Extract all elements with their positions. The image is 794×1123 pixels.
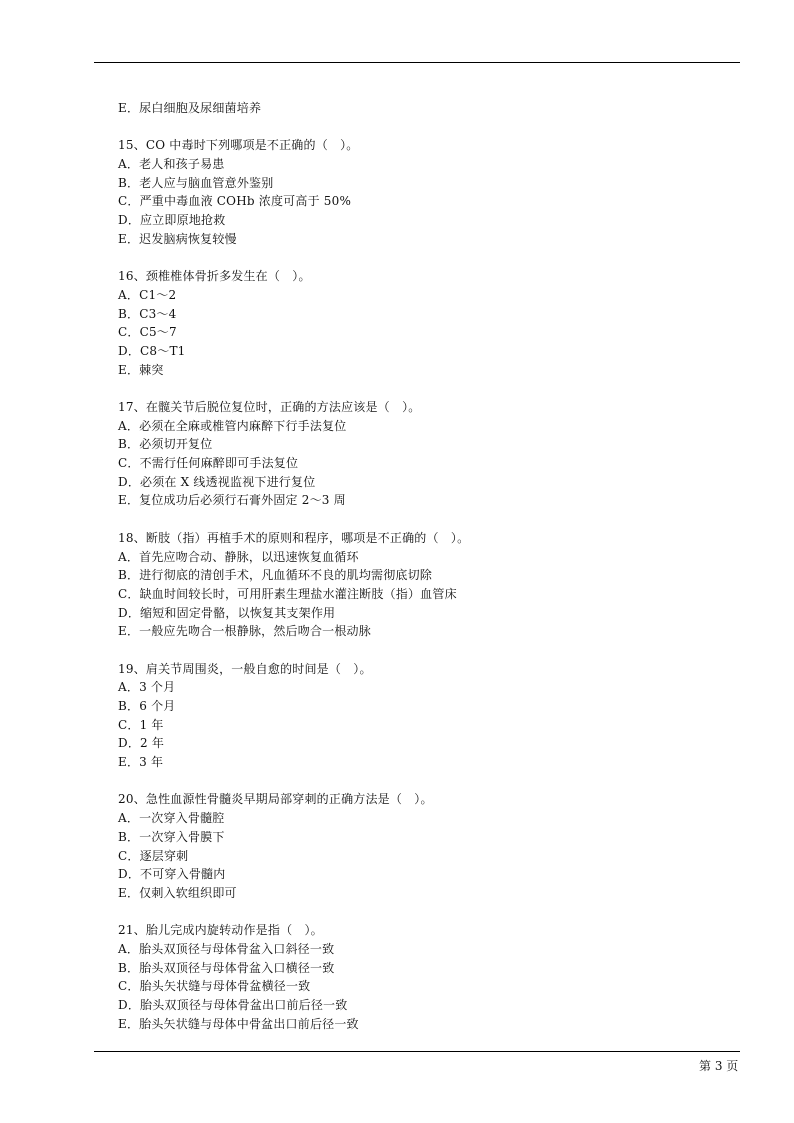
option-line: E．一般应先吻合一根静脉，然后吻合一根动脉	[118, 624, 371, 639]
option-line: A．3 个月	[118, 680, 176, 695]
option-line: D．应立即原地抢救	[118, 213, 226, 228]
option-line: A．必须在全麻或椎管内麻醉下行手法复位	[118, 418, 347, 433]
option-line: C．严重中毒血液 COHb 浓度可高于 50%	[118, 194, 352, 209]
question-block	[118, 136, 718, 248]
option-line: E．尿白细胞及尿细菌培养	[118, 101, 262, 115]
question-stem: 18、断肢（指）再植手术的原则和程序，哪项是不正确的（ ）。	[118, 530, 470, 545]
option-line: E．棘突	[118, 362, 164, 377]
option-line: B．必须切开复位	[118, 437, 213, 452]
question-stem: 21、胎儿完成内旋转动作是指（ ）。	[118, 923, 323, 938]
option-line: A．老人和孩子易患	[118, 157, 225, 172]
question-stem: 17、在髋关节后脱位复位时，正确的方法应该是（ ）。	[118, 400, 421, 414]
page-number: 第 3 页	[699, 1059, 739, 1073]
option-line: A．C1～2	[118, 287, 177, 302]
option-line: B．C3～4	[118, 306, 177, 321]
option-line: A．胎头双顶径与母体骨盆入口斜径一致	[118, 941, 335, 956]
option-line: D．缩短和固定骨骼，以恢复其支架作用	[118, 605, 336, 620]
option-line: C．C5～7	[118, 325, 177, 340]
option-line: D．胎头双顶径与母体骨盆出口前后径一致	[118, 998, 348, 1012]
spacer	[118, 379, 718, 398]
option-line: B．胎头双顶径与母体骨盆入口横径一致	[118, 960, 335, 975]
option-line: A．一次穿入骨髓腔	[118, 811, 225, 826]
option-line: D．C8～T1	[118, 343, 186, 358]
option-line: D．必须在 X 线透视监视下进行复位	[118, 474, 316, 489]
question-block	[118, 267, 718, 379]
question-stem: 20、急性血源性骨髓炎早期局部穿刺的正确方法是（ ）。	[118, 792, 433, 807]
footer-rule	[94, 1051, 740, 1052]
question-stem: 15、CO 中毒时下列哪项是不正确的（ ）。	[118, 138, 359, 153]
question-stem: 16、颈椎椎体骨折多发生在（ ）。	[118, 269, 311, 284]
spacer	[118, 249, 718, 268]
spacer	[118, 903, 718, 922]
option-line: C．缺血时间较长时，可用肝素生理盐水灌注断肢（指）血管床	[118, 586, 457, 601]
option-line: E．仅刺入软组织即可	[118, 885, 237, 900]
option-line: B．进行彻底的清创手术，凡血循环不良的肌均需彻底切除	[118, 568, 433, 583]
page-content	[118, 99, 718, 1033]
spacer	[118, 772, 718, 791]
option-line: D．2 年	[118, 736, 165, 751]
option-line: C．1 年	[118, 717, 164, 732]
header-rule	[94, 62, 740, 63]
option-line: C．逐层穿刺	[118, 848, 189, 863]
option-line: A．首先应吻合动、静脉，以迅速恢复血循环	[118, 549, 359, 564]
option-line: D．不可穿入骨髓内	[118, 867, 226, 882]
option-line: B．6 个月	[118, 699, 176, 713]
option-line: E．胎头矢状缝与母体中骨盆出口前后径一致	[118, 1016, 359, 1031]
spacer	[118, 510, 718, 529]
option-line: B．老人应与脑血管意外鉴别	[118, 175, 274, 190]
spacer	[118, 641, 718, 660]
option-line: C．不需行任何麻醉即可手法复位	[118, 456, 299, 471]
option-line: E．迟发脑病恢复较慢	[118, 231, 237, 246]
option-line: E．3 年	[118, 755, 164, 770]
question-block	[118, 921, 718, 1033]
question-block	[118, 529, 718, 641]
question-block	[118, 660, 718, 772]
option-line: C．胎头矢状缝与母体骨盆横径一致	[118, 979, 311, 994]
question-block	[118, 790, 718, 902]
spacer	[118, 118, 718, 137]
option-line: E．复位成功后必须行石膏外固定 2～3 周	[118, 493, 346, 508]
question-stem: 19、肩关节周围炎，一般自愈的时间是（ ）。	[118, 661, 372, 676]
question-block	[118, 398, 718, 510]
option-line: B．一次穿入骨膜下	[118, 829, 225, 844]
